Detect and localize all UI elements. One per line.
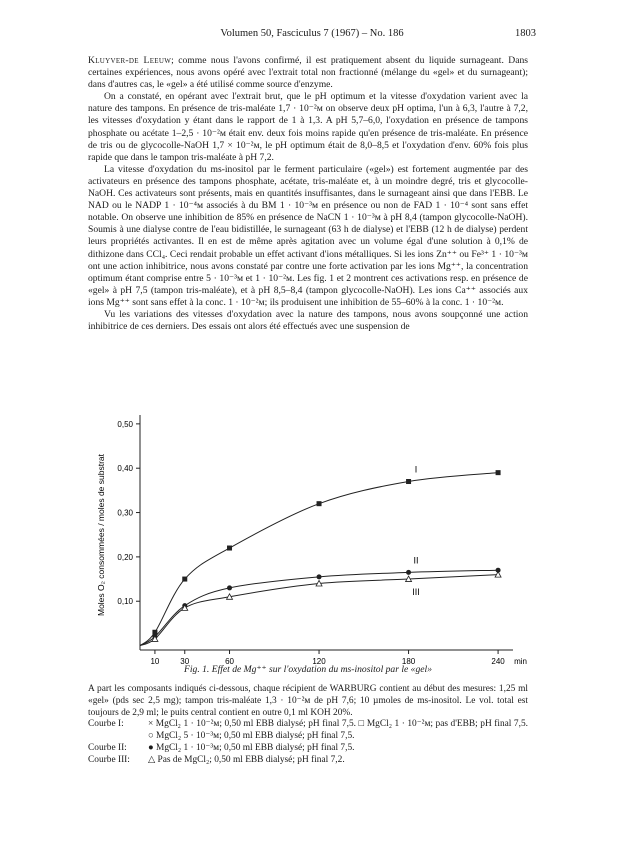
figure-legend: [88, 684, 528, 767]
curve-description: × MgCl₂ 1 · 10⁻²ᴍ; 0,50 ml EBB dialysé; pH final 7,5. □ MgCl₂ 1 · 10⁻²ᴍ; pas d'EBB; pH final 7,5. ○ MgCl₂ 5 · 10⁻³ᴍ; 0,50 ml EBB dialysé; pH final 7,5.: [148, 719, 528, 742]
data-point: [496, 470, 501, 475]
data-point: [227, 585, 232, 590]
x-tick-label: 60: [225, 657, 234, 666]
curve-label-I: I: [414, 464, 418, 475]
x-tick-label: 240: [491, 657, 505, 666]
body-text: [88, 55, 528, 333]
y-axis-label: Moles O₂ consommées / moles de substrat: [96, 453, 106, 617]
legend-intro: A part les composants indiqués ci-dessous, chaque récipient de WARBURG contient au début des mesures: 1,25 ml «gel» (pds sec 2,5 mg); tampon tris-maléate 1,3 · 10⁻²ᴍ de pH 7,6; 10 µmoles de ms-inositol. Le vol. total est toujours de 2,9 ml; le puits central contient en outre 0,1 ml KOH 20%.: [88, 684, 528, 718]
y-tick-label: 0,40: [117, 464, 133, 474]
data-point: [227, 546, 232, 551]
y-tick-label: 0,10: [117, 597, 133, 607]
figure-1-chart: [88, 405, 538, 675]
x-tick-label: 180: [401, 657, 416, 666]
data-point: [317, 501, 322, 506]
data-point: [406, 570, 411, 575]
legend-curve-2: [88, 743, 528, 755]
paragraph-4: Vu les variations des vitesses d'oxydation avec la nature des tampons, nous avons soupçonné une action inhibitrice de ces derniers. Des essais ont alors été effectués avec une suspension de: [88, 308, 528, 333]
paragraph-2: On a constaté, en opérant avec l'extrait brut, que le pH optimum et la vitesse d'oxydation varient avec la nature des tampons. En présence de tris-maléate 1,7 · 10⁻²ᴍ on observe deux pH optima, l'un à 6,3, l'autre à 7,2, les vitesses d'oxydation y étant dans le rapport de 1 à 1,3. A pH 5,7–6,0, l'oxydation en présence de tampons phosphate ou acétate 1–2,5 · 10⁻²ᴍ était env. deux fois moins rapide qu'en présence de tris-maléate. En présence de tris ou de glycocolle-NaOH 1,7 × 10⁻²ᴍ, le pH optimum était de 8,0–8,5 et l'oxydation d'env. 60% fois plus rapide que dans le tampon tris-maléate à pH 7,2.: [88, 91, 528, 163]
running-header: [0, 28, 624, 44]
y-tick-label: 0,50: [117, 419, 133, 429]
figure-caption: Fig. 1. Effet de Mg⁺⁺ sur l'oxydation du ms-inositol par le «gel»: [184, 664, 432, 675]
curve-I: [140, 473, 498, 646]
data-point: [406, 479, 411, 484]
curve-label-II: II: [413, 555, 419, 566]
paragraph-1-text: ; comme nous l'avons confirmé, il est pratiquement absent du liquide surnageant. Dans certaines expériences, nous avons opéré avec l'extrait total non fractionné (mélange du «gel» et du surnageant); dans d'autres cas, le «gel» a été utilisé comme source d'enzyme.: [88, 55, 528, 91]
paragraph-1: [88, 55, 528, 91]
y-tick-label: 0,20: [117, 552, 133, 562]
x-unit-label: min: [514, 657, 527, 666]
author-name: Kluyver-de Leeuw: [88, 55, 172, 66]
curve-label: Courbe I:: [88, 719, 124, 730]
data-point: [317, 574, 322, 579]
legend-curve-1: [88, 719, 528, 743]
x-tick-label: 30: [180, 657, 190, 666]
x-tick-label: 10: [150, 657, 160, 666]
curve-description: △ Pas de MgCl₂; 0,50 ml EBB dialysé; pH final 7,2.: [148, 754, 345, 765]
curve-description: ● MgCl₂ 1 · 10⁻³ᴍ; 0,50 ml EBB dialysé; pH final 7,5.: [148, 742, 355, 753]
curve-label-III: III: [412, 587, 420, 598]
data-point: [182, 577, 187, 582]
y-tick-label: 0,30: [117, 508, 133, 518]
curve-label: Courbe III:: [88, 754, 130, 765]
x-tick-label: 120: [312, 657, 326, 666]
paragraph-3: La vitesse d'oxydation du ms-inositol par le ferment particulaire («gel») est fortement augmentée par des activateurs en présence des tampons phosphate, acétate, tris-maléate et, à un moindre degré, tris et glycocolle-NaOH. Ces activateurs sont présents, mais en quantités insuffisantes, dans le surnageant ainsi que dans l'EBB. Le NAD ou le NADP 1 · 10⁻⁴ᴍ associés à du BM 1 · 10⁻³ᴍ en présence ou non de FAD 1 · 10⁻⁴ sont sans effet notable. On observe une inhibition de 85% en présence de NaCN 1 · 10⁻³ᴍ à pH 8,4 (tampon glycocolle-NaOH). Soumis à une dialyse contre de l'eau bidistillée, le surnageant (63 h de dialyse) et l'EBB (12 h de dialyse) perdent leurs propriétés activantes. Il en est de même après agitation avec un volume égal d'une solution à 0,1% de dithizone dans CCl₄. Ceci rendait probable un effet activant d'ions métalliques. Si les ions Zn⁺⁺ ou Fe³⁺ 1 · 10⁻³ᴍ ont une action inhibitrice, nous avons constaté par contre une forte activation par les ions Mg⁺⁺, la concentration optimum étant comprise entre 5 · 10⁻³ᴍ et 1 · 10⁻²ᴍ. Les fig. 1 et 2 montrent ces activations resp. en présence de «gel» à pH 7,5 (tampon tris-maléate), et à pH 8,5–8,4 (tampon glycocolle-NaOH). Les ions Ca⁺⁺ associés aux ions Mg⁺⁺ sont sans effet à la conc. 1 · 10⁻²ᴍ; ils produisent une inhibition de 55–60% à la conc. 1 · 10⁻²ᴍ.: [88, 163, 528, 308]
page-number: 1803: [515, 28, 536, 39]
legend-curve-3: [88, 755, 528, 767]
data-point: [152, 630, 157, 635]
journal-citation: Volumen 50, Fasciculus 7 (1967) – No. 186: [220, 28, 404, 39]
curve-label: Courbe II:: [88, 742, 127, 753]
